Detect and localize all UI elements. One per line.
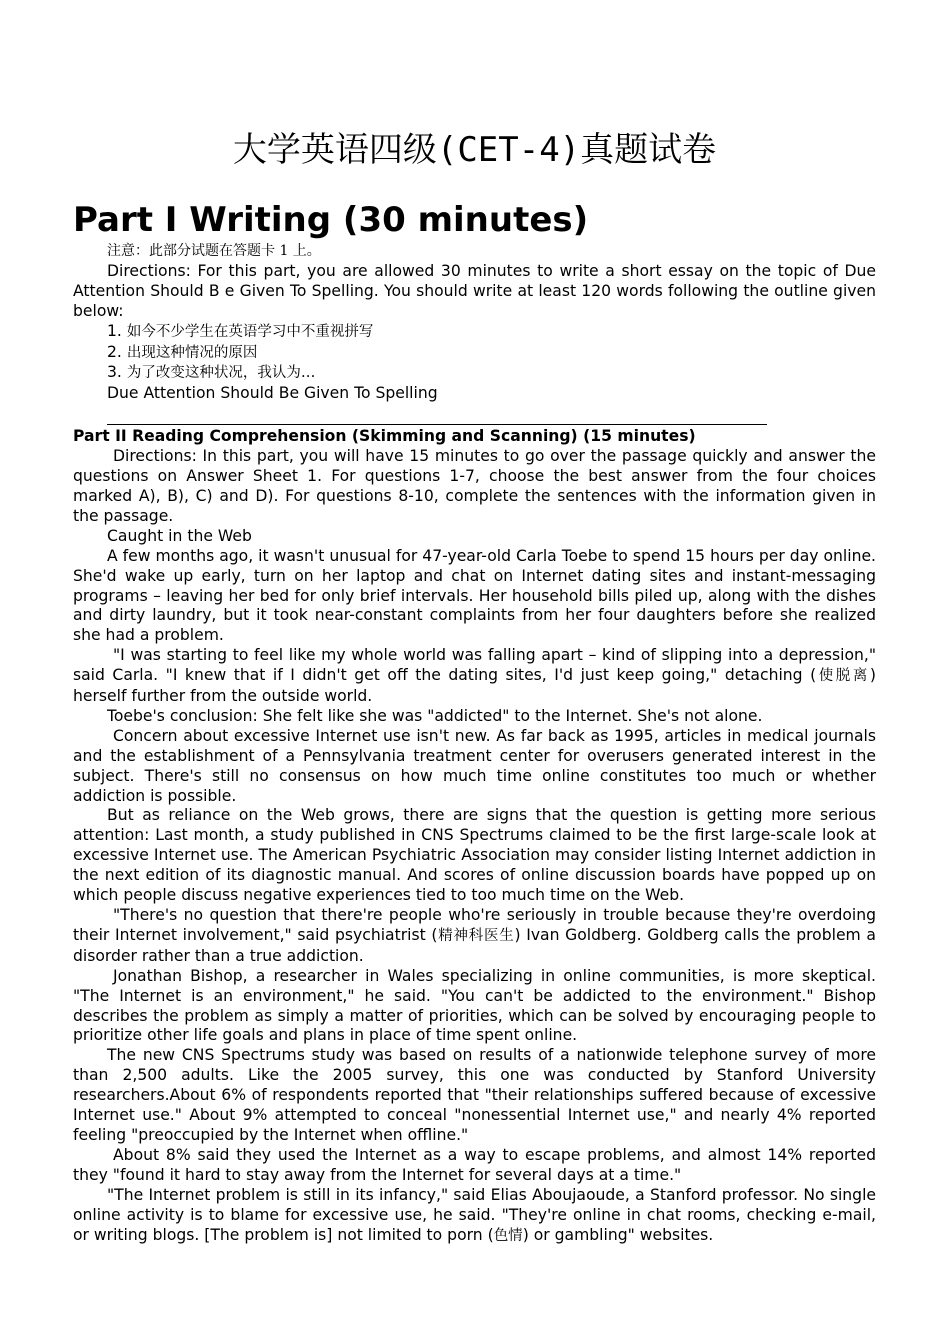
reading-directions: Directions: In this part, you will have 15 minutes to go over the passage quickly and answer the questions on Answer Sheet 1. For questions 1-7, choose the best answer from the four choices marked A), B), C) and D). For questions 8-10, complete the sentences with the information given in the passage.: [73, 447, 876, 525]
paragraph-text: "There's no question that there're people who're seriously in trouble because they're overdoing their Internet involvement," said psychiatrist (: [73, 906, 876, 944]
part2-heading: Part II Reading Comprehension (Skimming and Scanning) (15 minutes): [73, 427, 696, 446]
passage-paragraph: Concern about excessive Internet use isn't new. As far back as 1995, articles in medical journals and the establishment of a Pennsylvania treatment center for overusers generated interest in the subject. There's still no consensus on how much time online constitutes too much or whether addiction is possible.: [73, 726, 876, 805]
outline-text: 为了改变这种状况，我认为…: [126, 365, 316, 382]
outline-item-2: [73, 343, 876, 364]
passage-paragraph: [73, 1186, 876, 1247]
passage-paragraph: About 8% said they used the Internet as a way to escape problems, and almost 14% reported they "found it hard to stay away from the Internet for several days at a time.": [73, 1145, 876, 1184]
writing-directions: Directions: For this part, you are allowed 30 minutes to write a short essay on the topic of Due Attention Should B e Given To Spelling. You should write at least 120 words following the outline given below:: [73, 261, 876, 320]
outline-text: 如今不少学生在英语学习中不重视拼写: [126, 323, 374, 340]
passage-title: Caught in the Web: [107, 526, 252, 545]
passage-paragraph: Toebe's conclusion: She felt like she was "addicted" to the Internet. She's not alone.: [107, 706, 763, 725]
outline-number: 3.: [107, 363, 122, 382]
part1-heading: Part I Writing (30 minutes): [73, 200, 589, 240]
passage-paragraph: [73, 646, 876, 707]
outline-item-1: [73, 322, 876, 343]
outline-text: 出现这种情况的原因: [126, 344, 258, 361]
passage-paragraph: A few months ago, it wasn't unusual for 47-year-old Carla Toebe to spend 15 hours per day online. She'd wake up early, turn on her laptop and chat on Internet dating sites and instant-messaging programs – leaving her bed for only brief intervals. Her household bills piled up, along with the dishes and dirty laundry, but it took near-constant complaints from her four daughters before she realized she had a problem.: [73, 546, 876, 645]
passage-paragraph: The new CNS Spectrums study was based on results of a nationwide telephone survey of more than 2,500 adults. Like the 2005 survey, this one was conducted by Stanford University researchers.About 6% of respondents reported that "their relationships suffered because of excessive Internet use." About 9% attempted to conceal "nonessential Internet use," and nearly 4% reported feeling "preoccupied by the Internet when offline.": [73, 1046, 876, 1144]
passage-paragraph: Jonathan Bishop, a researcher in Wales specializing in online communities, is more skeptical. "The Internet is an environment," he said. "You can't be addicted to the environment." Bishop describes the problem as simply a matter of priorities, which can be solved by encouraging people to prioritize other life goals and plans in place of time spent online.: [73, 966, 876, 1045]
answer-sheet-note: 注意：此部分试题在答题卡 1 上。: [107, 243, 321, 259]
outline-number: 1.: [107, 321, 122, 340]
paragraph-text: "The Internet problem is still in its infancy," said Elias Aboujaoude, a Stanford professor. No single online activity is to blame for excessive use, he said. "They're online in chat rooms, checking e-mail, or writing blogs. [The problem is] not limited to porn (: [73, 1185, 876, 1244]
paragraph-text: "I was starting to feel like my whole world was falling apart – kind of slipping into a depression," said Carla. "I knew that if I didn't get off the dating sites, I'd just keep going," detaching (: [73, 646, 876, 685]
paragraph-text: ) herself further from the outside world.: [73, 666, 877, 706]
chinese-gloss: 色情: [493, 1227, 523, 1244]
passage-paragraph: [73, 906, 876, 967]
passage-paragraph: But as reliance on the Web grows, there are signs that the question is getting more serious attention: Last month, a study published in CNS Spectrums claimed to be the first large-scale look at excessive Internet use. The American Psychiatric Association may consider listing Internet addiction in the next edition of its diagnostic manual. And scores of online discussion boards have popped up on which people discuss negative experiences tied to too much time on the Web.: [73, 806, 876, 905]
exam-body: [73, 242, 876, 1246]
essay-title: Due Attention Should Be Given To Spelling: [107, 384, 438, 403]
outline-item-3: [73, 363, 876, 384]
essay-writing-line: [107, 404, 767, 425]
outline-number: 2.: [107, 342, 122, 361]
document-title: 大学英语四级(CET-4)真题试卷: [232, 130, 717, 170]
paragraph-text: ) Ivan Goldberg. Goldberg calls the problem a disorder rather than a true addiction.: [73, 925, 876, 965]
paragraph-text: ) or gambling" websites.: [522, 1225, 714, 1244]
chinese-gloss: 精神科医生: [437, 927, 515, 944]
chinese-gloss: 使脱离: [816, 668, 870, 685]
